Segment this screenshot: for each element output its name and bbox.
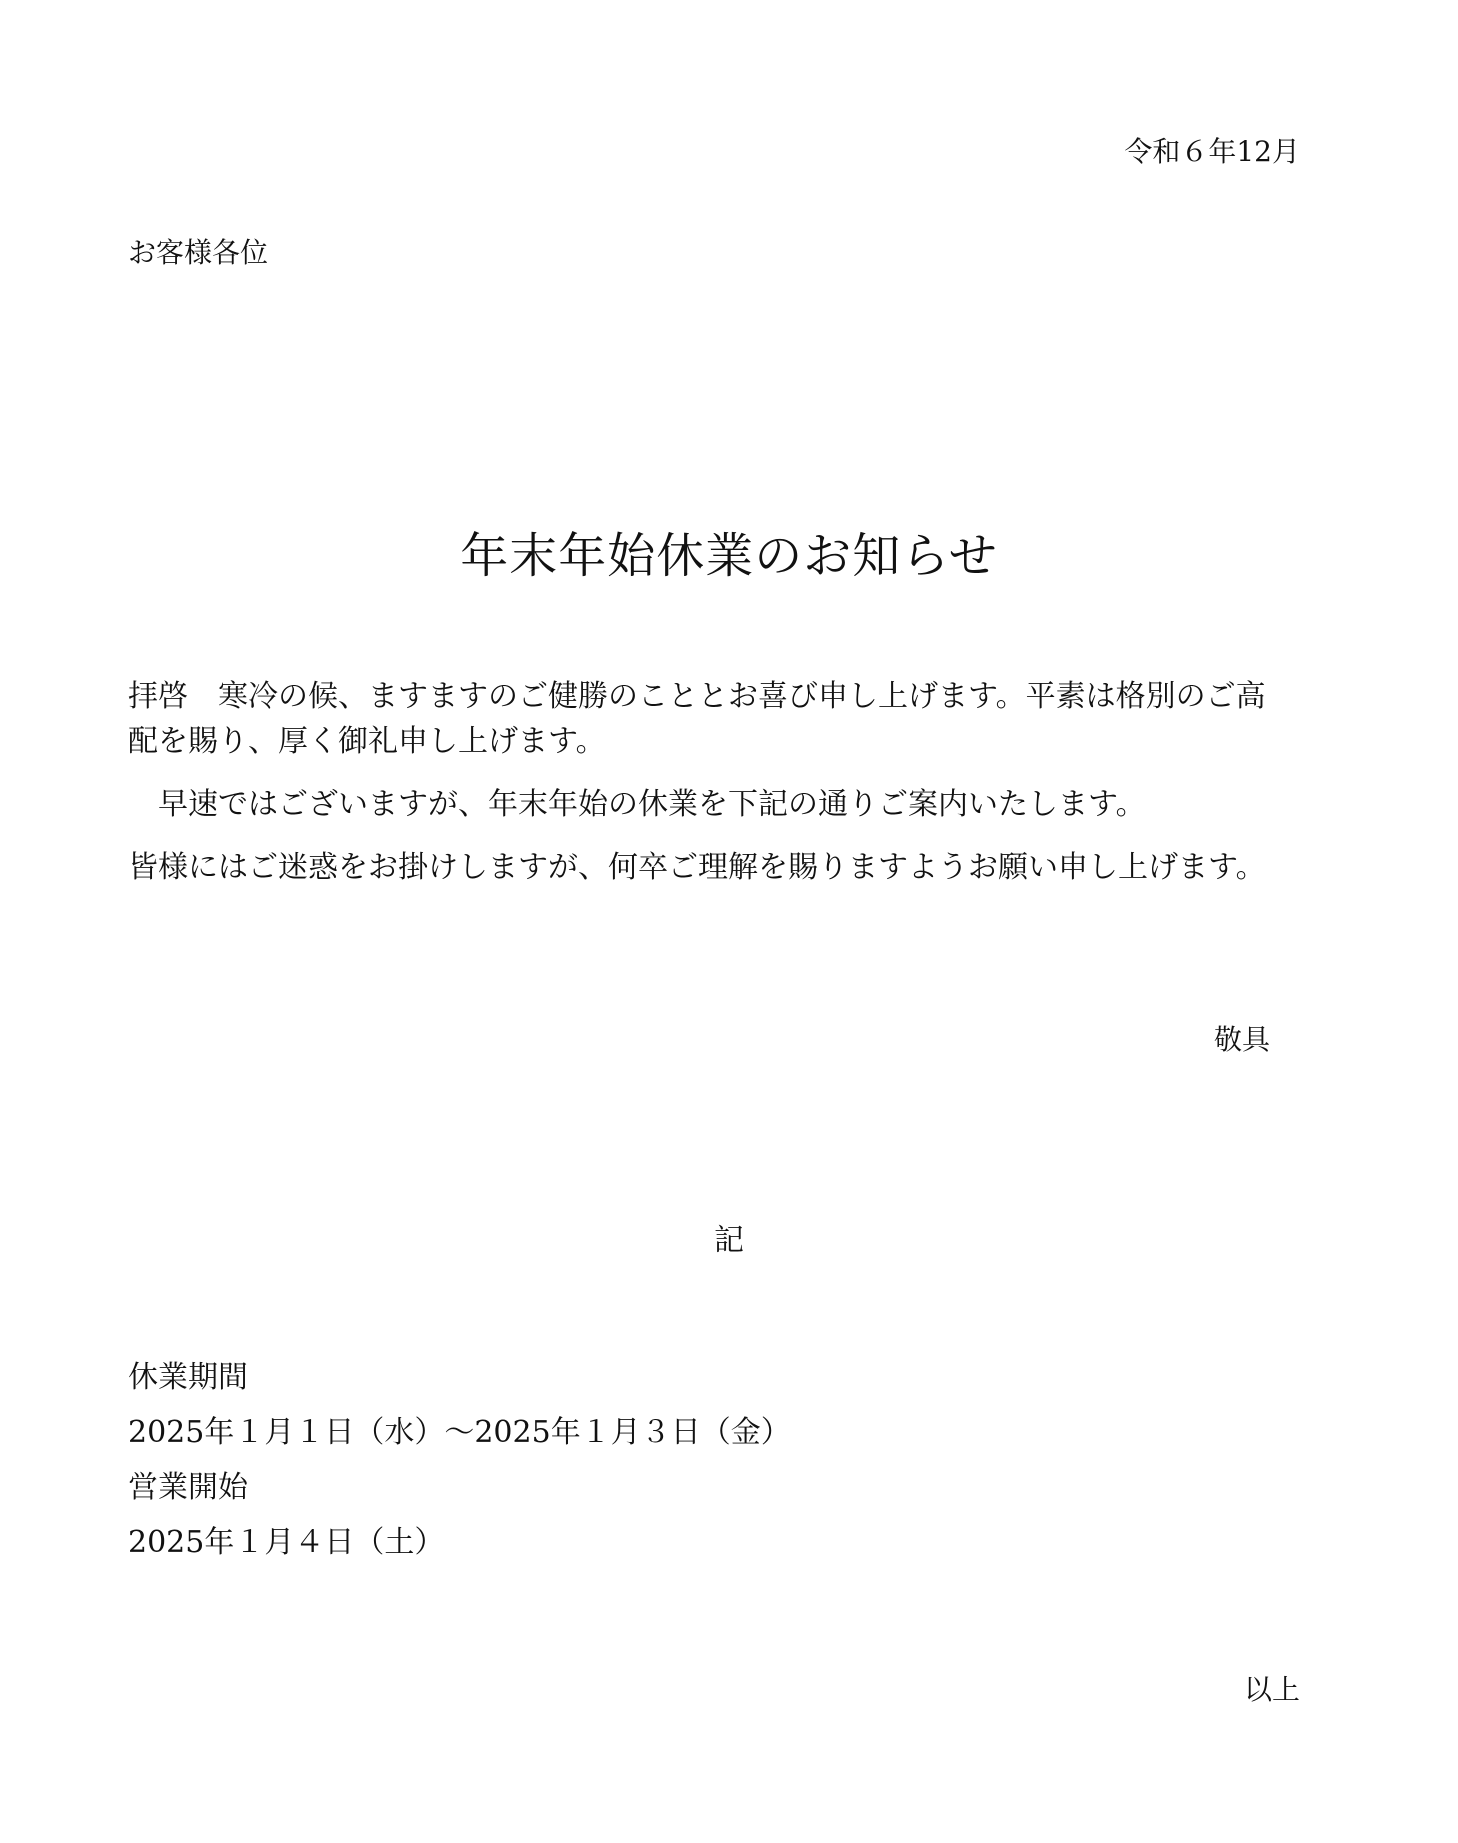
notes-heading: 記 xyxy=(714,1223,744,1258)
body-paragraph-apology: 皆様にはご迷惑をお掛けしますが、何卒ご理解を賜りますようお願い申し上げます。 xyxy=(128,850,1266,885)
details-block xyxy=(128,1355,791,1575)
body-text xyxy=(128,674,1293,908)
business-start-label: 営業開始 xyxy=(128,1470,248,1505)
closing-salutation: 敬具 xyxy=(1213,1023,1270,1056)
document-title: 年末年始休業のお知らせ xyxy=(460,528,998,585)
business-start-value: 2025年１月４日（土） xyxy=(128,1525,445,1560)
body-paragraph-announcement: 早速ではございますが、年末年始の休業を下記の通りご案内いたします。 xyxy=(128,787,1146,822)
closure-period-label: 休業期間 xyxy=(128,1360,248,1395)
recipient-line: お客様各位 xyxy=(128,236,269,269)
document-end-mark: 以上 xyxy=(1243,1673,1300,1706)
document-date: 令和６年12月 xyxy=(1124,135,1300,168)
closure-period-value: 2025年１月１日（水）～2025年１月３日（金） xyxy=(128,1415,791,1450)
body-paragraph-greeting: 拝啓 寒冷の候、ますますのご健勝のこととお喜び申し上げます。平素は格別のご高配を賜り、厚く御礼申し上げます。 xyxy=(128,679,1266,759)
